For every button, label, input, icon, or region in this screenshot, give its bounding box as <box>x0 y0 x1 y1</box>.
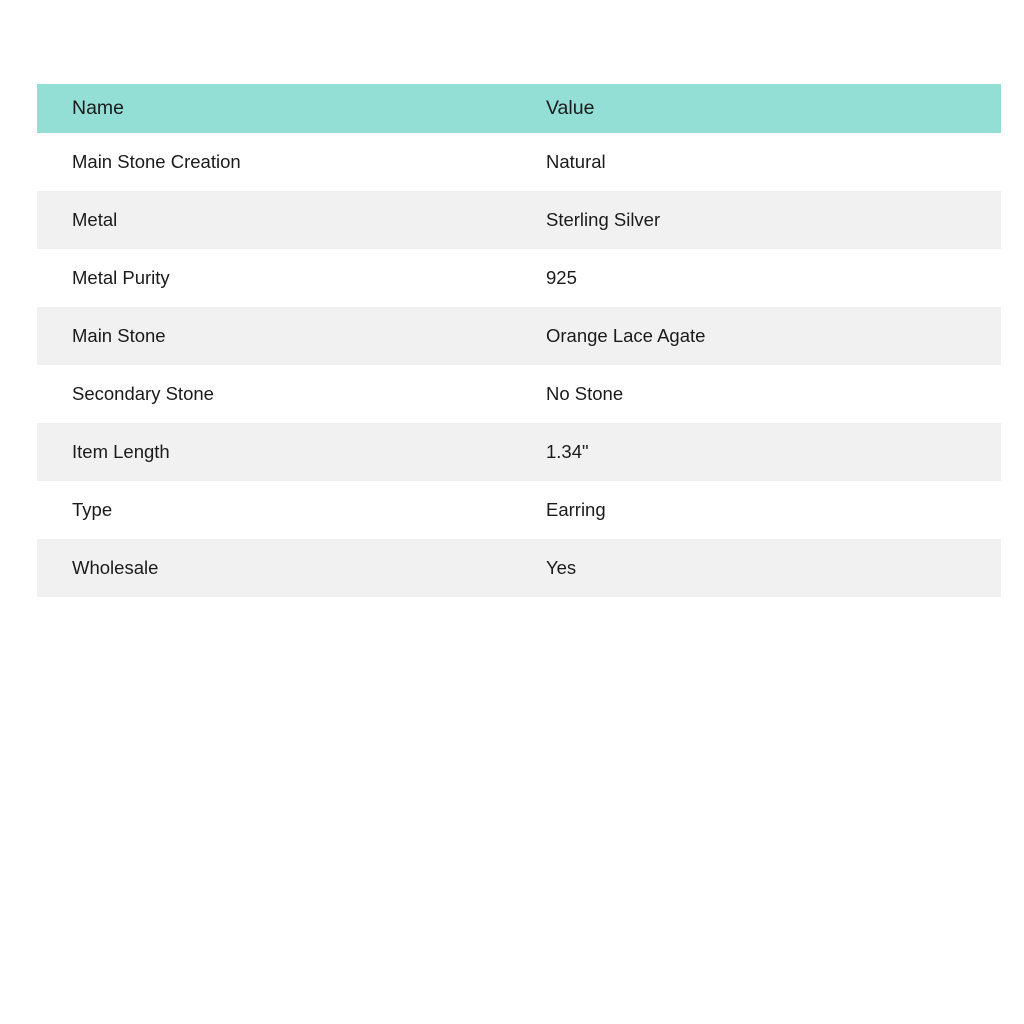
column-header-value: Value <box>524 84 1001 133</box>
table-row <box>37 307 1001 365</box>
row-name: Secondary Stone <box>37 365 524 423</box>
table-row <box>37 365 1001 423</box>
row-value: 1.34" <box>524 423 1001 481</box>
table-row <box>37 481 1001 539</box>
row-name: Type <box>37 481 524 539</box>
table-row <box>37 191 1001 249</box>
row-value: 925 <box>524 249 1001 307</box>
row-value: No Stone <box>524 365 1001 423</box>
row-name: Wholesale <box>37 539 524 597</box>
row-name: Main Stone <box>37 307 524 365</box>
table-row <box>37 133 1001 191</box>
table-body <box>37 133 1001 597</box>
table-row <box>37 539 1001 597</box>
row-value: Yes <box>524 539 1001 597</box>
row-name: Metal <box>37 191 524 249</box>
table-row <box>37 423 1001 481</box>
row-value: Sterling Silver <box>524 191 1001 249</box>
row-name: Metal Purity <box>37 249 524 307</box>
row-value: Orange Lace Agate <box>524 307 1001 365</box>
row-value: Earring <box>524 481 1001 539</box>
column-header-name: Name <box>37 84 524 133</box>
row-name: Main Stone Creation <box>37 133 524 191</box>
table-row <box>37 249 1001 307</box>
table-header-row <box>37 84 1001 133</box>
row-name: Item Length <box>37 423 524 481</box>
row-value: Natural <box>524 133 1001 191</box>
table-header <box>37 84 1001 133</box>
product-specification-table <box>37 84 1001 597</box>
